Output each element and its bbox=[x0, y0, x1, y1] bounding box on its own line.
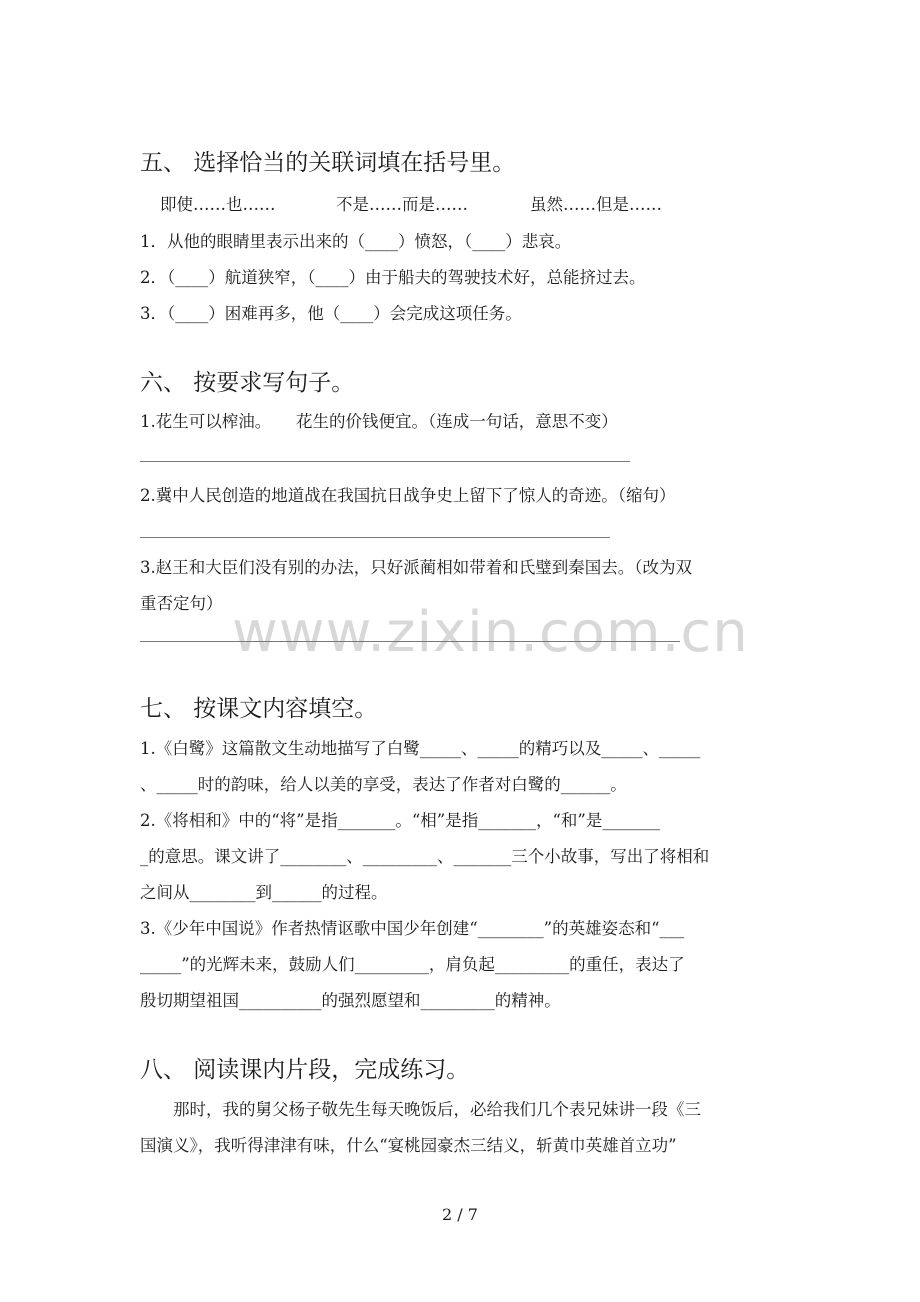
section-5-title: 五、 选择恰当的关联词填在括号里。 bbox=[140, 150, 516, 176]
s7-line-3: 2.《将相和》中的“将”是指_______。“相”是指_______，“和”是_______ bbox=[140, 811, 661, 830]
s5-question-1: 1．从他的眼睛里表示出来的（____）愤怒，（____）悲哀。 bbox=[140, 232, 572, 251]
section-6-title: 六、 按要求写句子。 bbox=[140, 370, 355, 396]
s6-question-3b: 重否定句） bbox=[140, 594, 223, 613]
answer-line bbox=[140, 641, 680, 642]
option-3: 虽然……但是…… bbox=[530, 195, 662, 214]
answer-line bbox=[140, 537, 610, 538]
s7-line-6: 3.《少年中国说》作者热情讴歌中国少年创建“________”的英雄姿态和“___ bbox=[140, 919, 685, 938]
s7-line-8: 殷切期望祖国__________的强烈愿望和_________的精神。 bbox=[140, 991, 561, 1010]
s7-line-2: 、_____时的韵味，给人以美的享受，表达了作者对白鹭的______。 bbox=[140, 775, 627, 794]
option-2: 不是……而是…… bbox=[336, 195, 468, 214]
page-number: 2 / 7 bbox=[442, 1205, 478, 1224]
section-7-title: 七、 按课文内容填空。 bbox=[140, 696, 378, 722]
answer-line bbox=[140, 461, 630, 462]
s7-line-5: 之间从________到______的过程。 bbox=[140, 883, 388, 902]
s7-line-1: 1.《白鹭》这篇散文生动地描写了白鹭_____、_____的精巧以及_____、_____ bbox=[140, 739, 701, 758]
watermark: www.zixin.com.cn bbox=[232, 600, 749, 665]
s7-line-7: _____”的光辉未来，鼓励人们_________，肩负起_________的重任，表达了 bbox=[140, 955, 685, 974]
section-8-title: 八、 阅读课内片段，完成练习。 bbox=[140, 1057, 470, 1083]
s5-question-3: 3．（____）困难再多，他（____）会完成这项任务。 bbox=[140, 304, 522, 323]
s6-question-1: 1.花生可以榨油。 花生的价钱便宜。（连成一句话，意思不变） bbox=[140, 412, 618, 431]
option-1: 即使……也…… bbox=[160, 195, 276, 214]
s5-question-2: 2．（____）航道狭窄，（____）由于船夫的驾驶技术好，总能挤过去。 bbox=[140, 268, 646, 287]
s6-question-2: 2.冀中人民创造的地道战在我国抗日战争史上留下了惊人的奇迹。（缩句） bbox=[140, 486, 676, 505]
s6-question-3a: 3.赵王和大臣们没有别的办法，只好派蔺相如带着和氏璧到秦国去。（改为双 bbox=[140, 558, 692, 577]
passage-line-2: 国演义》，我听得津津有味，什么“宴桃园豪杰三结义，斩黄巾英雄首立功” bbox=[140, 1136, 677, 1155]
passage-line-1: 那时，我的舅父杨子敬先生每天晚饭后，必给我们几个表兄妹讲一段《三 bbox=[173, 1100, 701, 1119]
s7-line-4: _的意思。课文讲了________、_________、_______三个小故事，写出了将相和 bbox=[140, 847, 710, 866]
